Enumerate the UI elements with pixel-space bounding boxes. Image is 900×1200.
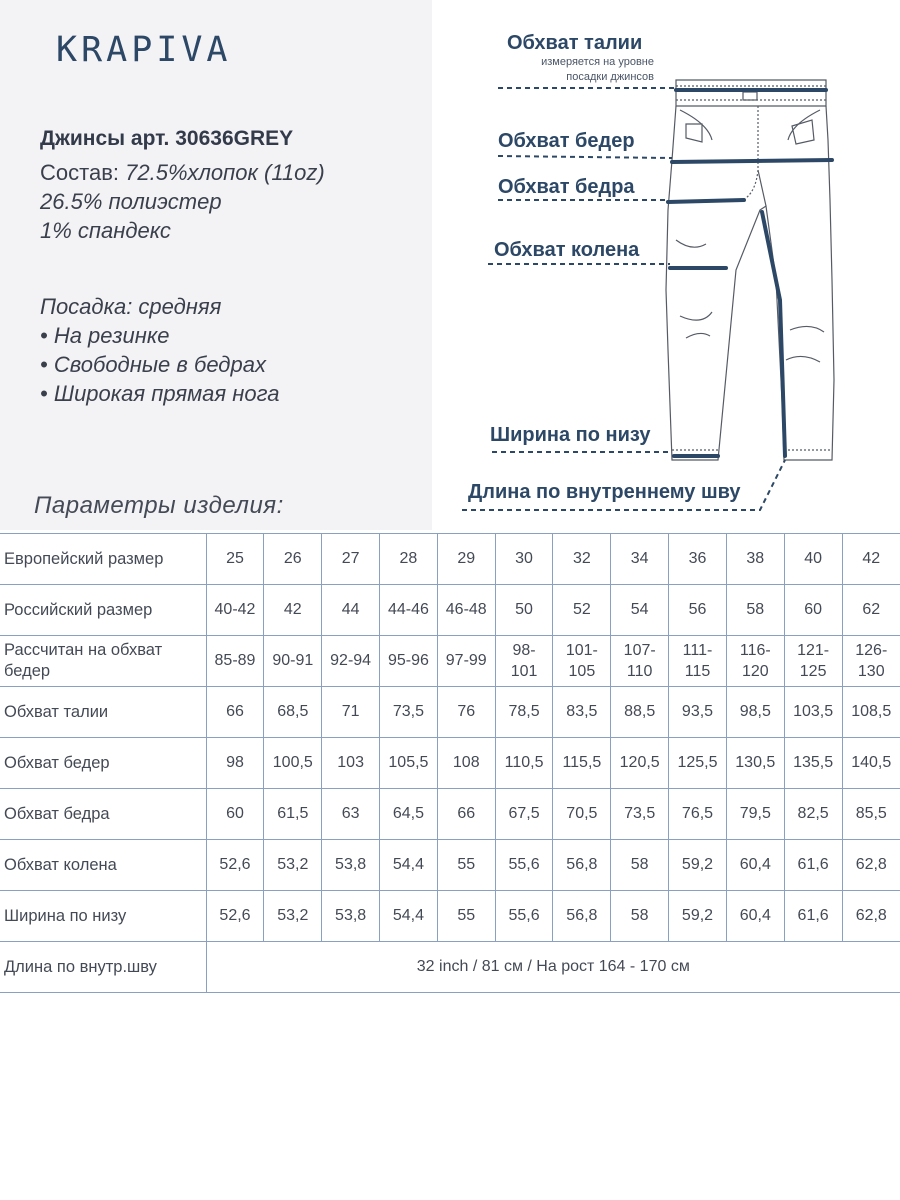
row-label: Российский размер	[0, 585, 206, 636]
table-cell: 58	[726, 585, 784, 636]
table-cell: 60,4	[726, 891, 784, 942]
table-cell: 55	[437, 840, 495, 891]
feature-text: • Свободные в бедрах	[40, 352, 266, 377]
table-cell: 61,6	[784, 891, 842, 942]
table-cell: 55	[437, 891, 495, 942]
table-cell: 78,5	[495, 687, 553, 738]
table-cell: 85,5	[842, 789, 900, 840]
table-cell: 54,4	[380, 840, 438, 891]
table-cell: 66	[206, 687, 264, 738]
composition-line-3	[40, 218, 171, 244]
table-cell: 42	[842, 534, 900, 585]
table-cell: 135,5	[784, 738, 842, 789]
table-cell: 52	[553, 585, 611, 636]
table-cell: 125,5	[669, 738, 727, 789]
table-cell: 105,5	[380, 738, 438, 789]
feature-text: • На резинке	[40, 323, 170, 348]
table-cell: 121- 125	[784, 636, 842, 687]
row-label: Обхват колена	[0, 840, 206, 891]
table-cell: 107- 110	[611, 636, 669, 687]
table-cell: 62,8	[842, 840, 900, 891]
table-cell: 67,5	[495, 789, 553, 840]
brand-logo: KRAPIVA	[56, 30, 232, 70]
row-label: Обхват талии	[0, 687, 206, 738]
table-cell: 73,5	[611, 789, 669, 840]
table-cell: 66	[437, 789, 495, 840]
label-waist: Обхват талии	[507, 32, 643, 54]
composition-value-3: 1% спандекс	[40, 218, 171, 243]
table-cell: 85-89	[206, 636, 264, 687]
table-cell: 76	[437, 687, 495, 738]
table-cell: 61,6	[784, 840, 842, 891]
row-label: Рассчитан на обхват бедер	[0, 636, 206, 687]
table-cell: 34	[611, 534, 669, 585]
row-label: Ширина по низу	[0, 891, 206, 942]
table-cell: 111- 115	[669, 636, 727, 687]
table-cell: 103,5	[784, 687, 842, 738]
table-row	[0, 636, 900, 687]
table-cell: 115,5	[553, 738, 611, 789]
label-waist-note-1: измеряется на уровне	[541, 56, 654, 68]
table-cell: 54,4	[380, 891, 438, 942]
row-label: Европейский размер	[0, 534, 206, 585]
table-cell: 98,5	[726, 687, 784, 738]
table-cell: 140,5	[842, 738, 900, 789]
table-cell: 38	[726, 534, 784, 585]
table-cell: 53,2	[264, 840, 322, 891]
table-cell: 68,5	[264, 687, 322, 738]
feature-text: • Широкая прямая нога	[40, 381, 280, 406]
table-cell: 108,5	[842, 687, 900, 738]
table-cell: 70,5	[553, 789, 611, 840]
table-row	[0, 789, 900, 840]
label-inseam: Длина по внутреннему шву	[468, 481, 741, 503]
table-cell: 83,5	[553, 687, 611, 738]
product-title: Джинсы арт. 30636GREY	[40, 127, 294, 150]
row-label: Длина по внутр.шву	[0, 942, 206, 993]
table-cell: 25	[206, 534, 264, 585]
label-hem: Ширина по низу	[490, 424, 651, 446]
table-cell: 56	[669, 585, 727, 636]
fit-value: Посадка: средняя	[40, 294, 222, 319]
table-cell: 95-96	[380, 636, 438, 687]
table-row-inseam	[0, 942, 900, 993]
table-row	[0, 687, 900, 738]
table-row	[0, 534, 900, 585]
composition-value-2: 26.5% полиэстер	[40, 189, 222, 214]
label-knee: Обхват колена	[494, 239, 640, 261]
size-table-body	[0, 534, 900, 993]
table-cell: 60	[784, 585, 842, 636]
composition-line-2	[40, 189, 222, 215]
table-cell: 27	[322, 534, 380, 585]
table-cell: 32	[553, 534, 611, 585]
table-cell: 98- 101	[495, 636, 553, 687]
table-cell: 52,6	[206, 891, 264, 942]
row-label: Обхват бедер	[0, 738, 206, 789]
label-waist-note-2: посадки джинсов	[566, 71, 654, 83]
feature-item	[40, 352, 266, 378]
table-cell: 56,8	[553, 891, 611, 942]
size-table	[0, 533, 900, 993]
table-row	[0, 738, 900, 789]
row-label: Обхват бедра	[0, 789, 206, 840]
feature-item	[40, 381, 279, 407]
table-cell: 54	[611, 585, 669, 636]
fit-label	[40, 294, 221, 320]
table-cell: 42	[264, 585, 322, 636]
inseam-value: 32 inch / 81 см / На рост 164 - 170 см	[206, 942, 900, 993]
table-cell: 79,5	[726, 789, 784, 840]
table-cell: 62	[842, 585, 900, 636]
composition-label: Состав:	[40, 160, 119, 185]
table-cell: 130,5	[726, 738, 784, 789]
table-cell: 58	[611, 840, 669, 891]
table-cell: 50	[495, 585, 553, 636]
table-cell: 55,6	[495, 840, 553, 891]
table-cell: 61,5	[264, 789, 322, 840]
table-cell: 64,5	[380, 789, 438, 840]
table-cell: 108	[437, 738, 495, 789]
table-cell: 28	[380, 534, 438, 585]
jeans-drawing	[440, 20, 900, 530]
feature-item	[40, 323, 169, 349]
table-cell: 36	[669, 534, 727, 585]
table-cell: 60	[206, 789, 264, 840]
table-cell: 116- 120	[726, 636, 784, 687]
table-cell: 30	[495, 534, 553, 585]
table-cell: 88,5	[611, 687, 669, 738]
table-row	[0, 840, 900, 891]
params-heading: Параметры изделия:	[34, 492, 284, 519]
waistband-shape	[676, 80, 826, 106]
table-cell: 53,8	[322, 891, 380, 942]
table-cell: 63	[322, 789, 380, 840]
table-cell: 58	[611, 891, 669, 942]
table-cell: 59,2	[669, 840, 727, 891]
table-cell: 90-91	[264, 636, 322, 687]
table-cell: 120,5	[611, 738, 669, 789]
table-cell: 73,5	[380, 687, 438, 738]
table-cell: 101- 105	[553, 636, 611, 687]
table-cell: 110,5	[495, 738, 553, 789]
table-cell: 97-99	[437, 636, 495, 687]
table-cell: 26	[264, 534, 322, 585]
composition-value: 72.5%хлопок (11oz)	[125, 160, 325, 185]
table-cell: 126- 130	[842, 636, 900, 687]
product-info-panel	[0, 0, 432, 530]
table-cell: 71	[322, 687, 380, 738]
button-shape	[743, 92, 757, 100]
table-cell: 56,8	[553, 840, 611, 891]
table-cell: 60,4	[726, 840, 784, 891]
table-cell: 55,6	[495, 891, 553, 942]
composition-line-1	[40, 160, 325, 186]
table-cell: 53,8	[322, 840, 380, 891]
table-cell: 76,5	[669, 789, 727, 840]
measurement-diagram	[440, 20, 900, 530]
table-cell: 44	[322, 585, 380, 636]
table-cell: 29	[437, 534, 495, 585]
table-cell: 44-46	[380, 585, 438, 636]
table-row	[0, 891, 900, 942]
table-cell: 46-48	[437, 585, 495, 636]
table-cell: 40	[784, 534, 842, 585]
table-cell: 92-94	[322, 636, 380, 687]
table-cell: 100,5	[264, 738, 322, 789]
table-cell: 103	[322, 738, 380, 789]
label-hips: Обхват бедер	[498, 130, 635, 152]
table-row	[0, 585, 900, 636]
table-cell: 82,5	[784, 789, 842, 840]
table-cell: 53,2	[264, 891, 322, 942]
label-thigh: Обхват бедра	[498, 176, 635, 198]
table-cell: 52,6	[206, 840, 264, 891]
table-cell: 93,5	[669, 687, 727, 738]
table-cell: 62,8	[842, 891, 900, 942]
table-cell: 59,2	[669, 891, 727, 942]
table-cell: 40-42	[206, 585, 264, 636]
table-cell: 98	[206, 738, 264, 789]
